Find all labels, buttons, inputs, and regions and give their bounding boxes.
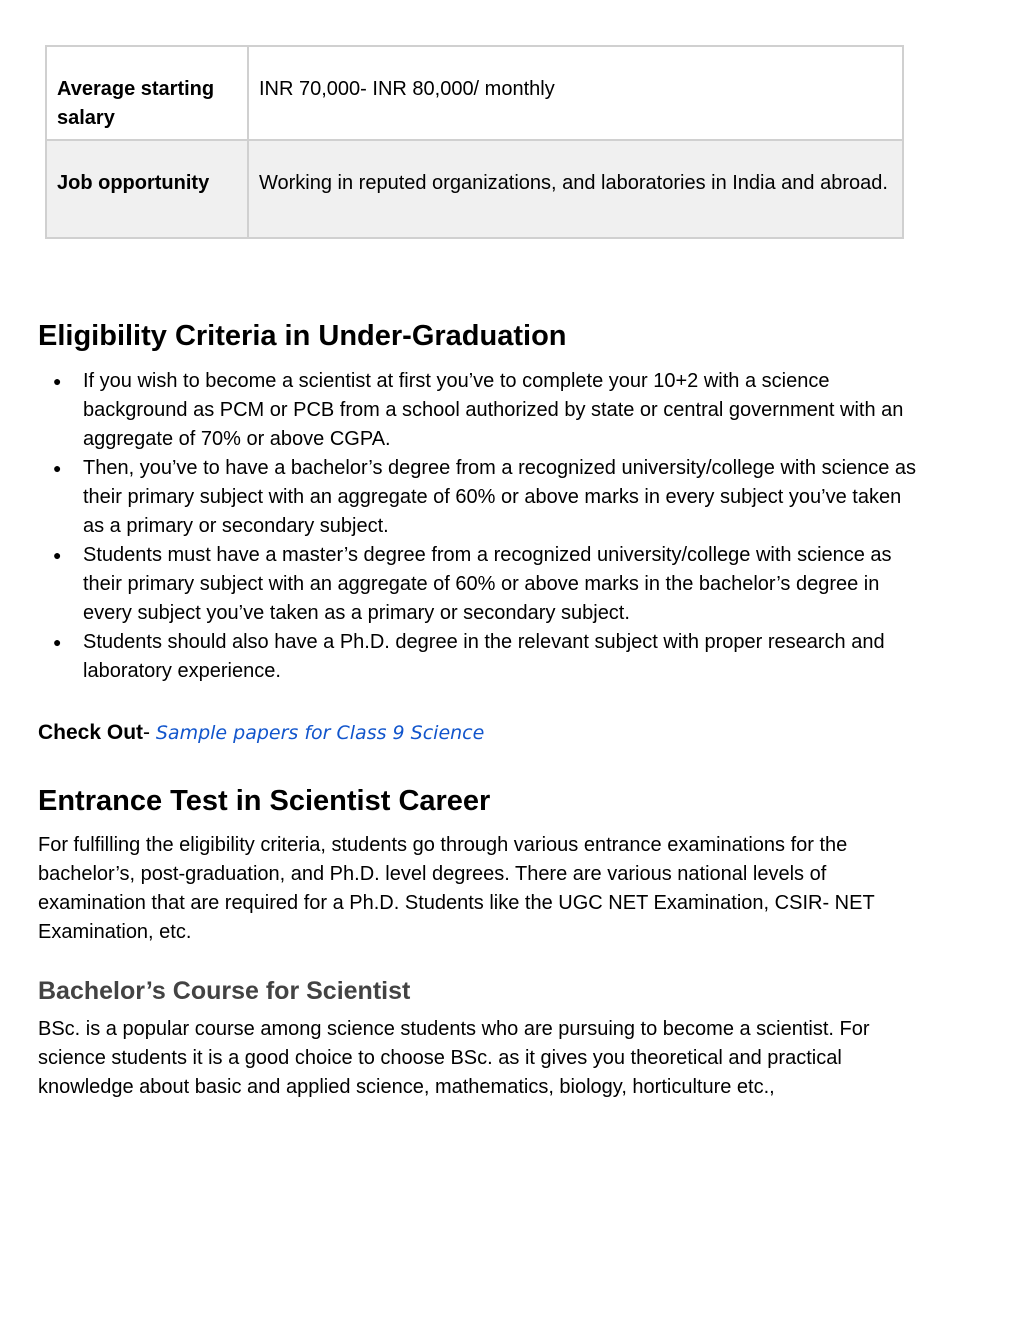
- bullet-icon: ●: [53, 460, 62, 476]
- table-row-value: Working in reputed organizations, and laboratories in India and abroad.: [248, 140, 903, 238]
- table-row: [46, 140, 903, 238]
- eligibility-heading: Eligibility Criteria in Under-Graduation: [38, 320, 567, 352]
- list-item: [38, 454, 918, 541]
- list-item-text: Students must have a master’s degree from a recognized university/college with science as their primary subject with an aggregate of 60% or above marks in the bachelor’s degree in every subject you’ve taken as a primary or secondary subject.: [83, 544, 892, 624]
- list-item: [38, 541, 918, 628]
- check-out-label: Check Out: [38, 721, 144, 744]
- check-out-separator: -: [143, 721, 156, 744]
- table-row-label: Job opportunity: [46, 140, 248, 238]
- table-row-label: Average starting salary: [46, 46, 248, 140]
- bachelor-paragraph: BSc. is a popular course among science students who are pursuing to become a scientist. For science students it is a good choice to choose BSc. as it gives you theoretical and practical knowledge about basic and applied science, mathematics, biology, horticulture etc.,: [38, 1018, 870, 1098]
- list-item-text: Then, you’ve to have a bachelor’s degree from a recognized university/college with science as their primary subject with an aggregate of 60% or above marks in every subject you’ve taken as a primary or secondary subject.: [83, 457, 917, 537]
- check-out-line: [38, 718, 484, 748]
- list-item-text: Students should also have a Ph.D. degree in the relevant subject with proper research and laboratory experience.: [83, 631, 885, 682]
- bullet-icon: ●: [53, 547, 62, 563]
- bachelor-heading: Bachelor’s Course for Scientist: [38, 977, 411, 1005]
- entrance-paragraph: For fulfilling the eligibility criteria, students go through various entrance examinations for the bachelor’s, post-graduation, and Ph.D. level degrees. There are various national levels of examination that are required for a Ph.D. Students like the UGC NET Examination, CSIR- NET Examination, etc.: [38, 834, 875, 943]
- list-item-text: If you wish to become a scientist at first you’ve to complete your 10+2 with a science background as PCM or PCB from a school authorized by state or central government with an aggregate of 70% or above CGPA.: [83, 370, 904, 450]
- bullet-icon: ●: [53, 634, 62, 650]
- entrance-heading: Entrance Test in Scientist Career: [38, 785, 491, 817]
- table-row-value: INR 70,000- INR 80,000/ monthly: [248, 46, 903, 140]
- bullet-icon: ●: [53, 373, 62, 389]
- table-row: [46, 46, 903, 140]
- list-item: [38, 628, 918, 686]
- sample-papers-link[interactable]: Sample papers for Class 9 Science: [155, 722, 485, 744]
- list-item: [38, 367, 918, 454]
- career-info-table: [45, 45, 904, 239]
- eligibility-list: [38, 367, 918, 686]
